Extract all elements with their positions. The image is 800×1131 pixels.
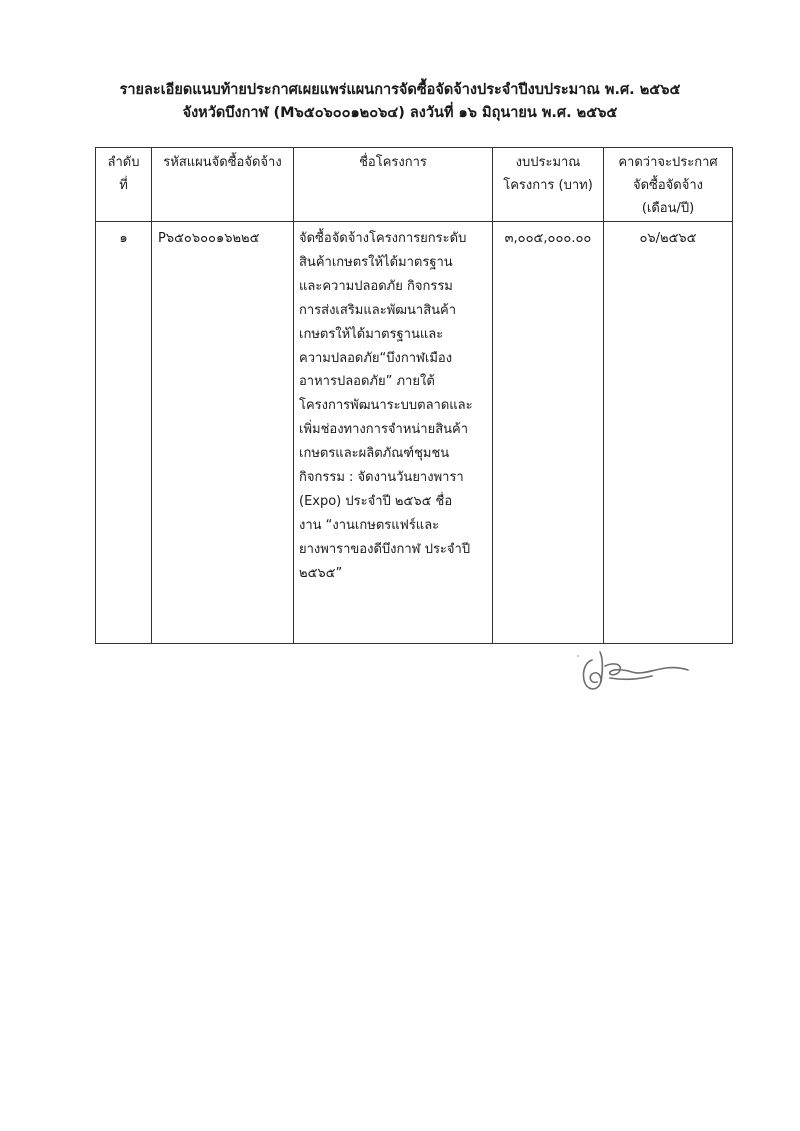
- document-title-line-1: รายละเอียดแนบท้ายประกาศเผยแพร่แผนการจัดซื้อจัดจ้างประจำปีงบประมาณ พ.ศ. ๒๕๖๕: [119, 82, 681, 98]
- signature-stroke: [610, 676, 652, 679]
- cell-plan-code: P๖๕๐๖๐๐๑๖๒๒๕: [152, 222, 294, 644]
- table-header-row: [96, 148, 733, 222]
- header-plan-code: รหัสแผนจัดซื้อจัดจ้าง: [152, 148, 294, 222]
- cell-project-name: จัดซื้อจัดจ้างโครงการยกระดับ สินค้าเกษตรให้ได้มาตรฐาน และความปลอดภัย กิจกรรม การส่งเสริมและพัฒนาสินค้า เกษตรให้ได้มาตรฐานและ ความปลอดภัย“บึงกาฬเมือง อาหารปลอดภัย” ภายใต้ โครงการพัฒนาระบบตลาดและ เพิ่มช่องทางการจำหน่ายสินค้า เกษตรและผลิตภัณฑ์ชุมชน กิจกรรม : จัดงานวันยางพารา (Expo) ประจำปี ๒๕๖๕ ชื่อ งาน “งานเกษตรแฟร์และ ยางพาราของดีบึงกาฬ ประจำปี ๒๕๖๕”: [294, 222, 493, 644]
- cell-expected-date: ๐๖/๒๕๖๕: [604, 222, 733, 644]
- header-project-name: ชื่อโครงการ: [294, 148, 493, 222]
- cell-budget: ๓,๐๐๕,๐๐๐.๐๐: [493, 222, 604, 644]
- table-row: [96, 222, 733, 644]
- header-budget: งบประมาณ โครงการ (บาท): [493, 148, 604, 222]
- signature-stroke: [583, 660, 600, 689]
- handwritten-signature: [570, 648, 695, 696]
- cell-no: ๑: [96, 222, 152, 644]
- signature-stroke: [605, 664, 688, 675]
- signature-dot: [577, 655, 579, 657]
- header-expected-date: คาดว่าจะประกาศ จัดซื้อจัดจ้าง (เดือน/ปี): [604, 148, 733, 222]
- procurement-plan-table: [95, 147, 733, 644]
- document-title-line-2: จังหวัดบึงกาฬ (M๖๕๐๖๐๐๑๒๐๖๔) ลงวันที่ ๑๖ มิถุนายน พ.ศ. ๒๕๖๕: [182, 105, 618, 121]
- header-no: ลำดับ ที่: [96, 148, 152, 222]
